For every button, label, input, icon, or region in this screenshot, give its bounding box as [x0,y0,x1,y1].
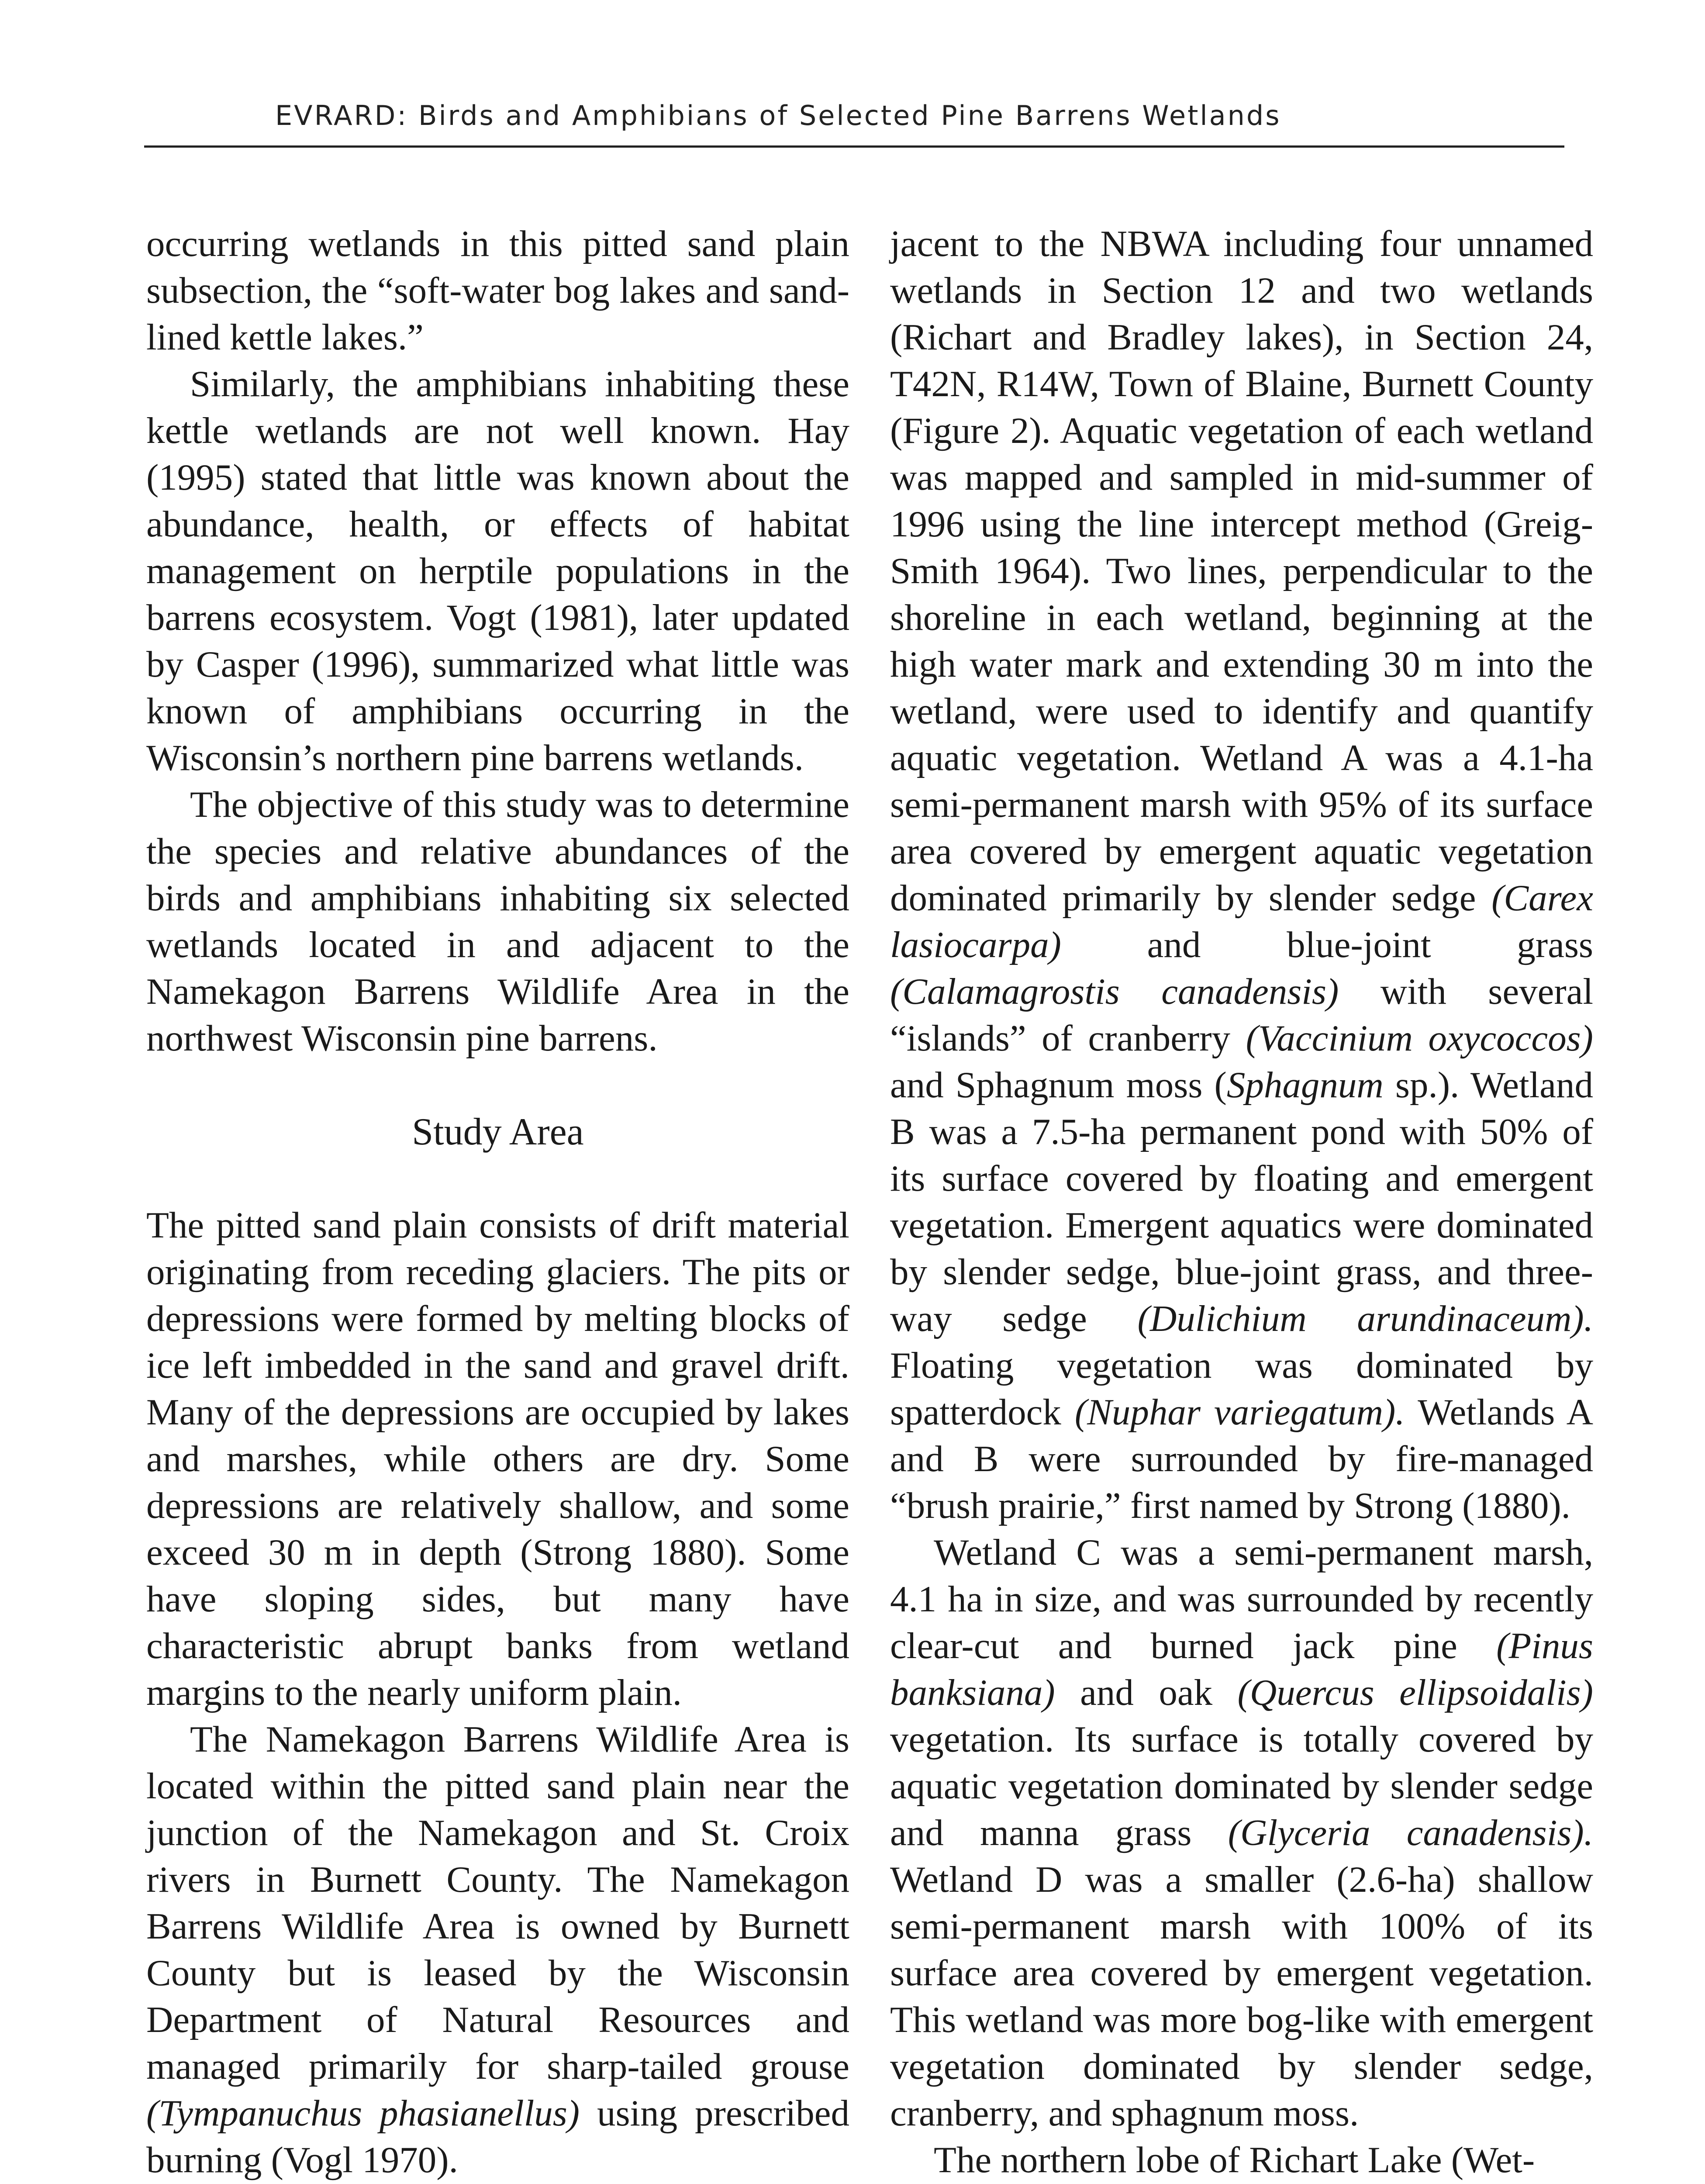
text-run: jacent to the NBWA including four unnamed wetlands in Section 12 and two wetlands (Richart and Bradley lakes), in Section 24, T42N, R14W, Town of Blaine, Burnett County (Figure 2). Aquatic vegetation of each wetland was mapped and sampled in mid-summer of 1996 using the line intercept method (Greig-Smith 1964). Two lines, perpendicular to the shoreline in each wetland, beginning at the high water mark and extending 30 m into the wetland, were used to identify and quantify aquatic vegetation. Wetland A was a 4.1-ha semi-permanent marsh with 95% of its surface area covered by emergent aquatic vegetation dominated primarily by slender sedge [890,223,1593,919]
paragraph [890,221,1593,1529]
paragraph [146,1716,849,2184]
text-run: and oak [1055,1672,1238,1713]
species-name: (Vaccinium oxycoccos) [1246,1018,1593,1059]
paragraph: Similarly, the amphibians inhabiting these kettle wetlands are not well known. Hay (1995) stated that little was known about the abundance, health, or effects of habitat management on herptile populations in the barrens ecosystem. Vogt (1981), later updated by Casper (1996), summarized what little was known of amphibians occurring in the Wisconsin’s northern pine barrens wetlands. [146,363,849,778]
text-run: Floating vegetation was dominated by spatterdock [890,1345,1593,1433]
species-name: (Calamagrostis canadensis) [890,971,1339,1012]
text-run: with several “islands” of cranberry [890,971,1593,1059]
species-name: (Pinus banksiana) [890,1625,1593,1713]
species-name: (Carex lasiocarpa) [890,878,1593,965]
species-name: (Tympanuchus phasianellus) [146,2093,580,2134]
running-head: EVRARD: Birds and Amphibians of Selected Pine Barrens Wetlands [275,100,1281,131]
text-run: and blue-joint grass [1061,924,1593,965]
text-run: Wetland D was a smaller (2.6-ha) shallow semi-permanent marsh with 100% of its surface area covered by emergent vegetation. This wetland was more bog-like with emergent vegetation dominated by slender sedge, cranberry, and sphagnum moss. [890,1859,1593,2134]
paragraph [890,1529,1593,2137]
text-run: using prescribed burning (Vogl 1970). [146,2093,849,2181]
species-name: (Glyceria canadensis). [1228,1812,1593,1853]
text-run: The Namekagon Barrens Wildlife Area is located within the pitted sand plain near the junction of the Namekagon and St. Croix rivers in Burnett County. The Namekagon Barrens Wildlife Area is owned by Burnett County but is leased by the Wisconsin Department of Natural Resources and managed primarily for sharp-tailed grouse [146,1719,849,2087]
text-run: Wetland C was a semi-permanent marsh, 4.1 ha in size, and was surrounded by recently clear-cut and burned jack pine [890,1532,1593,1666]
section-heading: Study Area [412,1111,584,1153]
text-run: vegetation. Its surface is totally covered by aquatic vegetation dominated by slender sedge and manna grass [890,1719,1593,1853]
paragraph: occurring wetlands in this pitted sand plain subsection, the “soft-water bog lakes and sand-lined kettle lakes.” [146,223,849,358]
species-name: (Quercus ellipsoidalis) [1237,1672,1593,1713]
right-column [890,221,1593,2184]
species-name: (Nuphar variegatum). [1074,1392,1405,1433]
text-run: Wetlands A and B were surrounded by fire-managed “brush prairie,” first named by Strong (1880). [890,1392,1593,1526]
paragraph: The objective of this study was to determine the species and relative abundances of the birds and amphibians inhabiting six selected wetlands located in and adjacent to the Namekagon Barrens Wildlife Area in the northwest Wisconsin pine barrens. [146,784,849,1059]
paragraph: The pitted sand plain consists of drift material originating from receding glaciers. The pits or depressions were formed by melting blocks of ice left imbedded in the sand and gravel drift. Many of the depressions are occupied by lakes and marshes, while others are dry. Some depressions are relatively shallow, and some exceed 30 m in depth (Strong 1880). Some have sloping sides, but many have characteristic abrupt banks from wetland margins to the nearly uniform plain. [146,1205,849,1713]
text-run: sp.). Wetland B was a 7.5-ha permanent pond with 50% of its surface covered by floating and emergent vegetation. Emergent aquatics were dominated by slender sedge, blue-joint grass, and three-way sedge [890,1064,1593,1339]
paragraph: The northern lobe of Richart Lake (Wet- [934,2139,1535,2181]
text-run: and Sphagnum moss ( [890,1064,1227,1106]
species-name: Sphagnum [1226,1064,1384,1106]
header-rule [144,145,1564,148]
left-column [146,221,849,2184]
species-name: (Dulichium arundinaceum). [1137,1298,1593,1339]
